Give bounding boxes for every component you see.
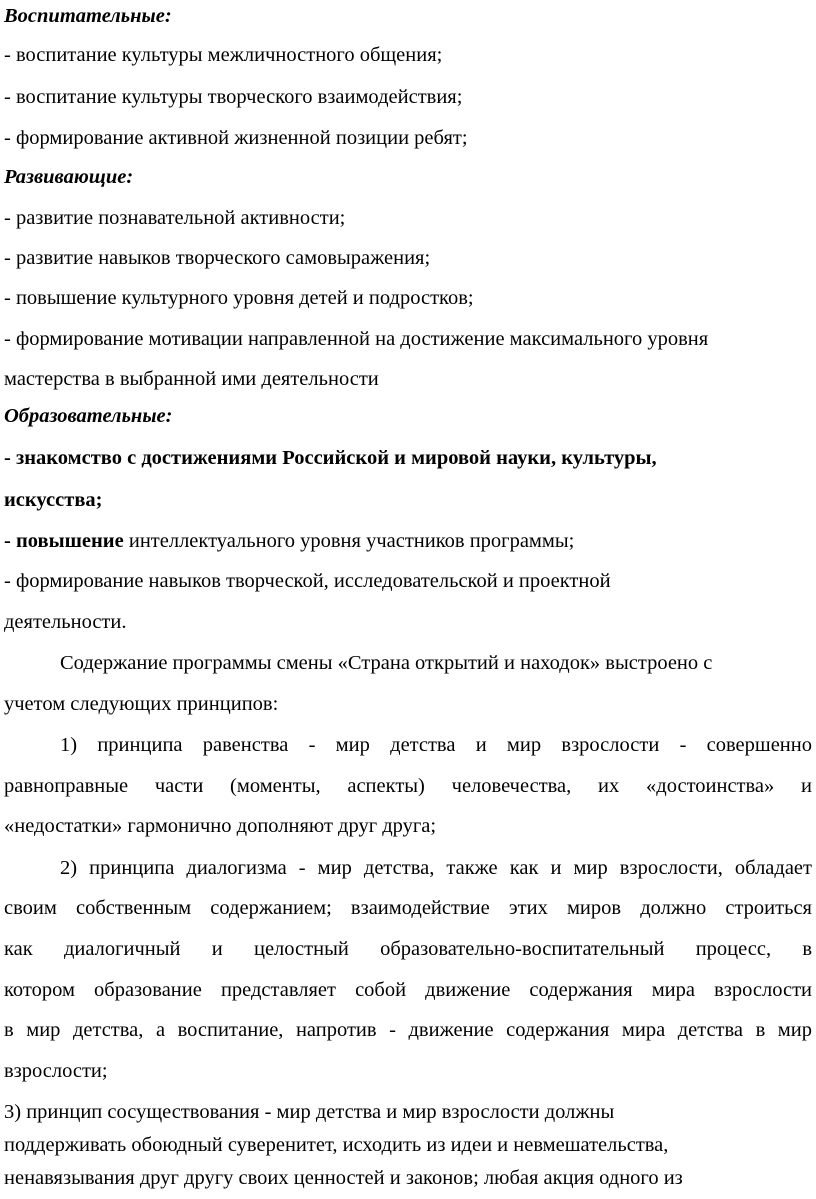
heading-developing: Развивающие: [4,166,134,188]
heading-educational: Образовательные: [4,405,173,427]
list-item: - развитие познавательной активности; [4,207,346,229]
paragraph-line: учетом следующих принципов: [4,693,279,715]
paragraph-line: как диалогичный и целостный образовательно-воспитательный процесс, в [4,938,812,960]
list-item: - повышение культурного уровня детей и подростков; [4,287,474,309]
paragraph-line: равноправные части (моменты, аспекты) человечества, их «достоинства» и [4,775,812,797]
list-item: - развитие навыков творческого самовыражения; [4,247,431,269]
list-item-continuation: мастерства в выбранной ими деятельности [4,368,379,390]
paragraph-line: котором образование представляет собой движение содержания мира взрослости [4,979,812,1001]
list-item-continuation: искусства; [4,489,103,511]
paragraph-line: Содержание программы смены «Страна открытий и находок» выстроено с [60,652,713,674]
list-item: - формирование навыков творческой, исследовательской и проектной [4,570,611,592]
list-item: - воспитание культуры творческого взаимодействия; [4,86,463,108]
list-item-continuation: деятельности. [4,611,127,633]
paragraph-line: в мир детства, а воспитание, напротив - движение содержания мира детства в мир [4,1019,812,1041]
paragraph-line: 2) принципа диалогизма - мир детства, также как и мир взрослости, обладает [60,857,812,879]
paragraph-line: своим собственным содержанием; взаимодействие этих миров должно строиться [4,897,812,919]
paragraph-line: ненавязывания друг другу своих ценностей и законов; любая акция одного из [4,1167,683,1189]
paragraph-line: взрослости; [4,1060,108,1082]
paragraph-line: 1) принципа равенства - мир детства и мир взрослости - совершенно [60,734,812,756]
list-item: - знакомство с достижениями Российской и мировой науки, культуры, [4,447,657,469]
list-item: - формирование активной жизненной позиции ребят; [4,127,468,149]
list-item-rest: интеллектуального уровня участников программы; [123,530,575,552]
paragraph-line: 3) принцип сосуществования - мир детства и мир взрослости должны [4,1101,615,1123]
heading-upbringing: Воспитательные: [4,5,172,27]
list-item: - формирование мотивации направленной на достижение максимального уровня [4,328,709,350]
list-item [4,529,574,553]
list-item: - воспитание культуры межличностного общения; [4,44,443,66]
list-item-bold-lead: - повышение [4,530,124,552]
paragraph-line: «недостатки» гармонично дополняют друг друга; [4,815,437,837]
paragraph-line: поддерживать обоюдный суверенитет, исходить из идеи и невмешательства, [4,1134,669,1156]
